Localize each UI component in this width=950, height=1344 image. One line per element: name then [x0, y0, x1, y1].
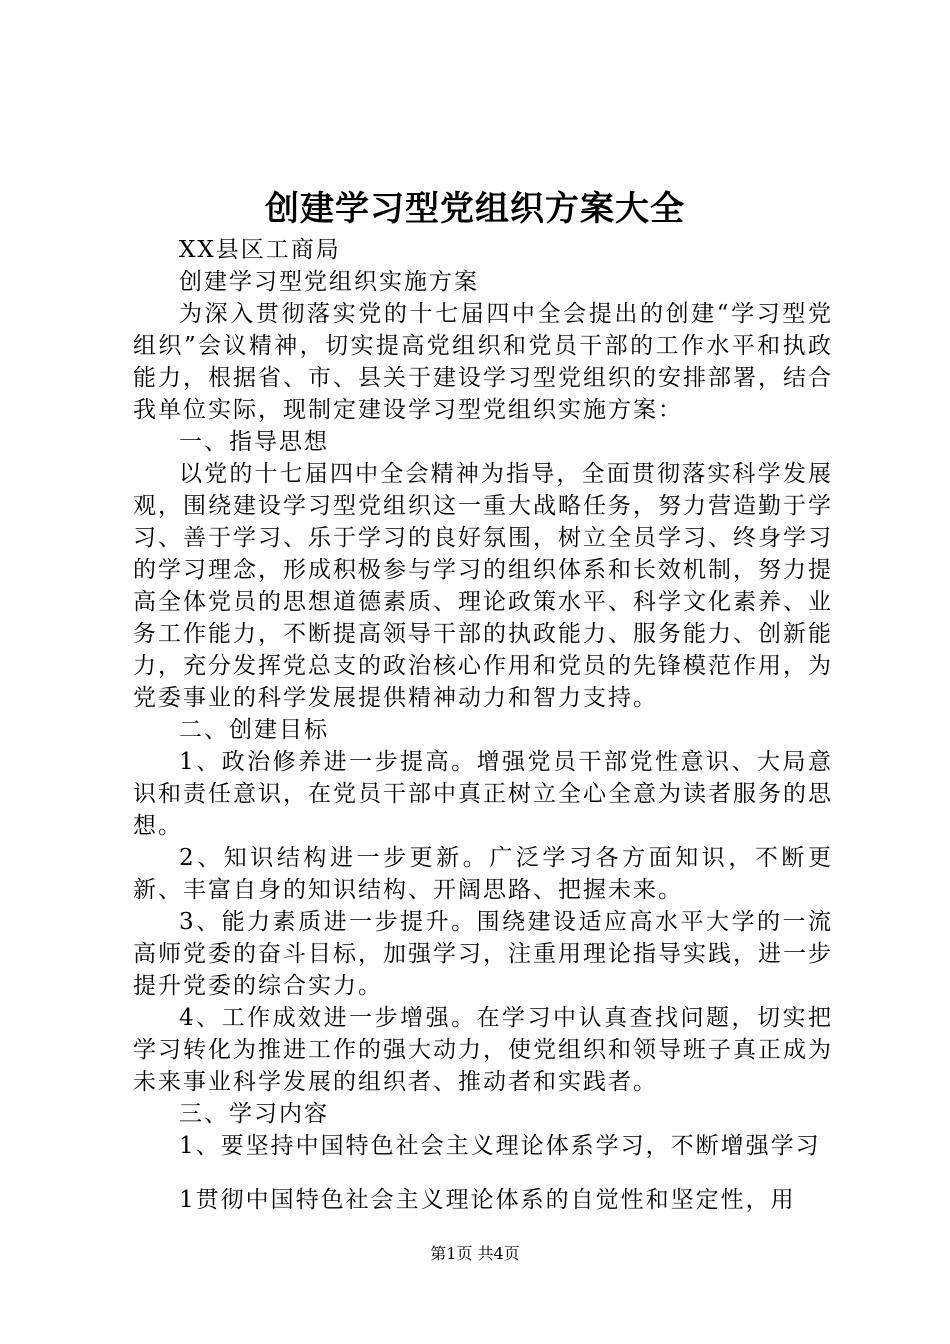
paragraph-study-1: 1、要坚持中国特色社会主义理论体系学习，不断增强学习	[179, 1133, 821, 1159]
document-title: 创建学习型党组织方案大全	[265, 189, 685, 229]
page-footer: 第1页 共4页	[430, 1244, 520, 1263]
paragraph-goal-4: 4、工作成效进一步增强。在学习中认真查找问题，切实把学习转化为推进工作的强大动力，使党组织和领导班子真正成为未来事业科学发展的组织者、推动者和实践者。	[133, 1005, 833, 1095]
paragraph-goal-2: 2、知识结构进一步更新。广泛学习各方面知识，不断更新、丰富自身的知识结构、开阔思路、把握未来。	[133, 845, 833, 903]
paragraph-goal-1: 1、政治修养进一步提高。增强党员干部党性意识、大局意识和责任意识，在党员干部中真正树立全心全意为读者服务的思想。	[133, 749, 833, 839]
paragraph-org-name: XX县区工商局	[179, 237, 341, 263]
heading-guiding-ideology: 一、指导思想	[179, 429, 329, 455]
heading-study-content: 三、学习内容	[179, 1101, 329, 1127]
document-body	[133, 234, 833, 1216]
paragraph-goal-3: 3、能力素质进一步提升。围绕建设适应高水平大学的一流高师党委的奋斗目标，加强学习，注重用理论指导实践，进一步提升党委的综合实力。	[133, 909, 833, 999]
heading-goals: 二、创建目标	[179, 717, 329, 743]
paragraph-subtitle: 创建学习型党组织实施方案	[179, 269, 479, 295]
paragraph-study-1-cont: 1贯彻中国特色社会主义理论体系的自觉性和坚定性，用	[179, 1187, 796, 1213]
paragraph-guiding-ideology: 以党的十七届四中全会精神为指导，全面贯彻落实科学发展观，围绕建设学习型党组织这一重大战略任务，努力营造勤于学习、善于学习、乐于学习的良好氛围，树立全员学习、终身学习的学习理念，形成积极参与学习的组织体系和长效机制，努力提高全体党员的思想道德素质、理论政策水平、科学文化素养、业务工作能力，不断提高领导干部的执政能力、服务能力、创新能力，充分发挥党总支的政治核心作用和党员的先锋模范作用，为党委事业的科学发展提供精神动力和智力支持。	[133, 461, 833, 711]
paragraph-intro: 为深入贯彻落实党的十七届四中全会提出的创建“学习型党组织”会议精神，切实提高党组织和党员干部的工作水平和执政能力，根据省、市、县关于建设学习型党组织的安排部署，结合我单位实际，现制定建设学习型党组织实施方案：	[133, 301, 833, 423]
